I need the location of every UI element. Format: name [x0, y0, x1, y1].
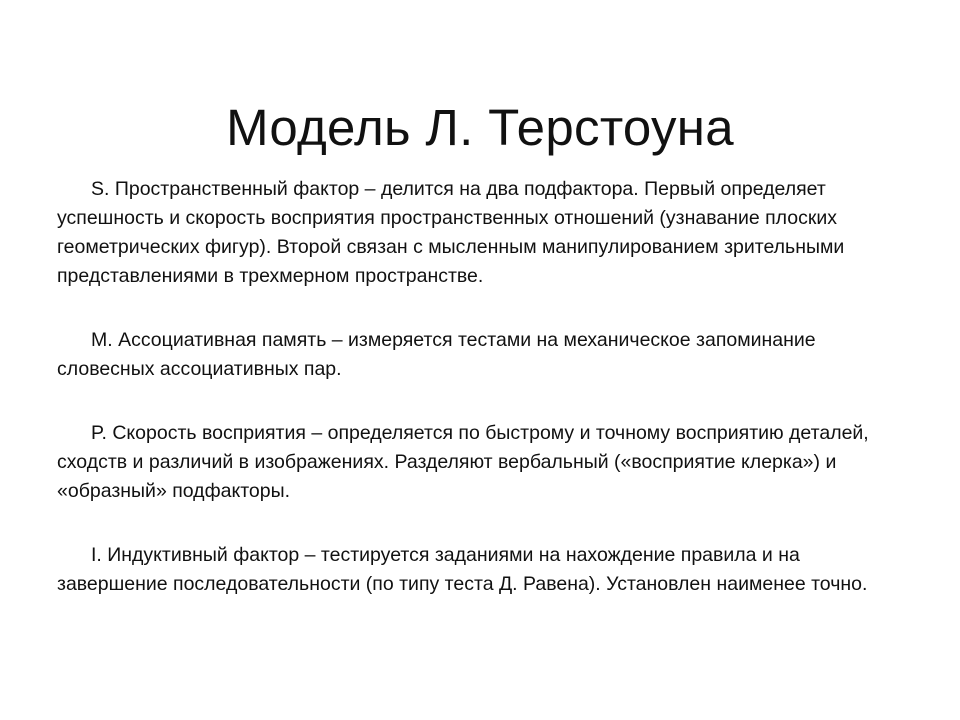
- paragraph-spatial-factor: S. Пространственный фактор – делится на два подфактора. Первый определяет успешность и скорость восприятия пространственных отношений (узнавание плоских геометрических фигур). Второй связан с мысленным манипулированием зрительными представлениями в трехмерном пространстве.: [57, 178, 845, 287]
- slide-title: Модель Л. Терстоуна: [226, 99, 734, 157]
- paragraph-inductive-factor: I. Индуктивный фактор – тестируется заданиями на нахождение правила и на завершение последовательности (по типу теста Д. Равена). Установлен наименее точно.: [57, 544, 868, 595]
- paragraph-associative-memory: M. Ассоциативная память – измеряется тестами на механическое запоминание словесных ассоциативных пар.: [57, 329, 816, 380]
- slide-body: [57, 175, 907, 634]
- paragraph-perceptual-speed: P. Скорость восприятия – определяется по быстрому и точному восприятию деталей, сходств и различий в изображениях. Разделяют вербальный («восприятие клерка») и «образный» подфакторы.: [57, 422, 869, 502]
